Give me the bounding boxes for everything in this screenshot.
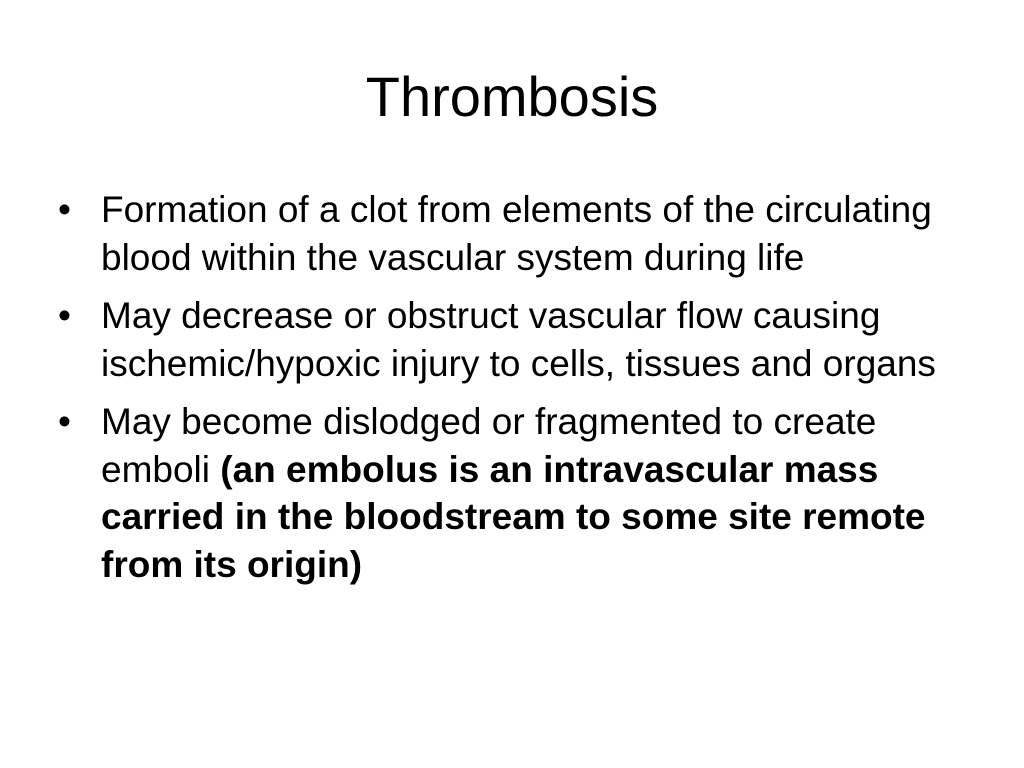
bullet-text: May decrease or obstruct vascular flow causing ischemic/hypoxic injury to cells, tissues and organs — [101, 295, 936, 384]
bullet-item-emboli — [58, 398, 958, 588]
bullet-text: Formation of a clot from elements of the circulating blood within the vascular system during life — [101, 189, 932, 278]
bullet-marker: • — [58, 189, 71, 230]
bullet-marker: • — [58, 295, 71, 336]
bullet-marker: • — [58, 401, 71, 442]
slide-title: Thrombosis — [365, 65, 659, 128]
bullet-item-obstruct-flow — [58, 292, 958, 387]
bullet-text: May become dislodged or fragmented to create emboli — [101, 401, 877, 490]
bullet-list — [58, 186, 958, 599]
bullet-bold-definition: (an embolus is an intravascular mass carried in the bloodstream to some site remote from its origin) — [101, 448, 926, 585]
bullet-item-formation — [58, 186, 958, 281]
